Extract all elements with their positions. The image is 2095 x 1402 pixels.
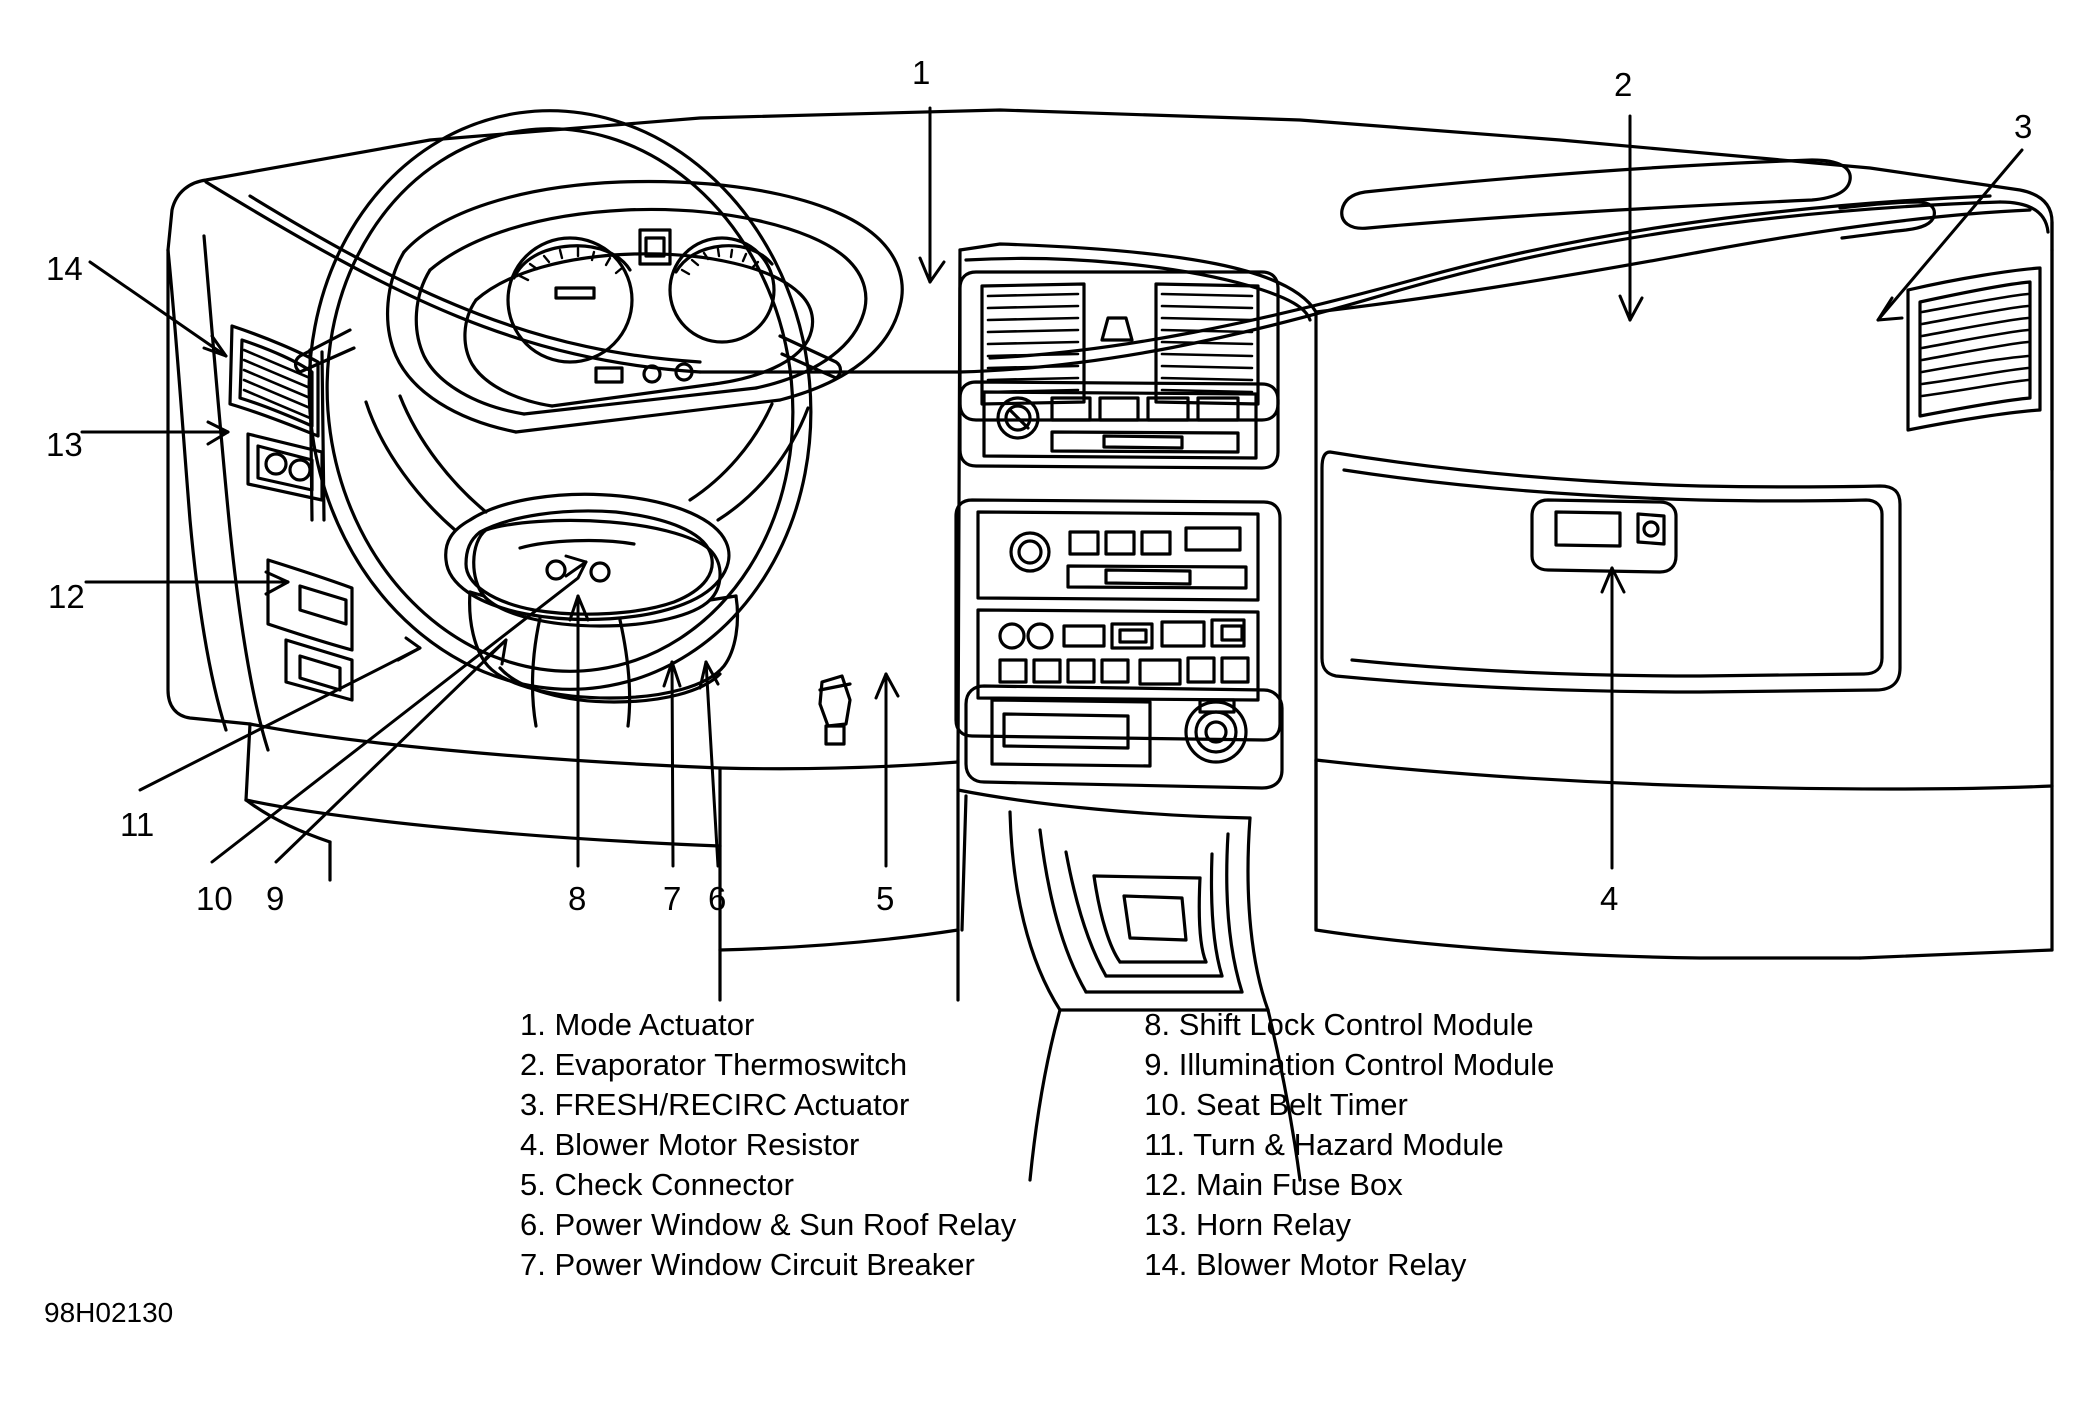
legend-column-left [520, 1005, 1016, 1285]
callout-number-11: 11 [120, 806, 155, 843]
legend-item: 9. Illumination Control Module [1144, 1047, 1555, 1082]
legend-item: 3. FRESH/RECIRC Actuator [520, 1087, 910, 1122]
callout-number-4: 4 [1600, 880, 1619, 917]
legend-item: 11. Turn & Hazard Module [1144, 1127, 1504, 1162]
legend-item: 5. Check Connector [520, 1167, 794, 1202]
callout-number-9: 9 [266, 880, 285, 917]
component-legend [520, 1005, 1720, 1285]
callout-number-5: 5 [876, 880, 895, 917]
callout-number-1: 1 [912, 54, 931, 91]
legend-item: 7. Power Window Circuit Breaker [520, 1247, 975, 1282]
figure-code: 98H02130 [44, 1297, 174, 1328]
callout-number-10: 10 [196, 880, 233, 917]
legend-item: 2. Evaporator Thermoswitch [520, 1047, 908, 1082]
callout-number-2: 2 [1614, 66, 1633, 103]
legend-item: 4. Blower Motor Resistor [520, 1127, 860, 1162]
legend-item: 10. Seat Belt Timer [1144, 1087, 1408, 1122]
legend-item: 6. Power Window & Sun Roof Relay [520, 1207, 1017, 1242]
callout-number-7: 7 [663, 880, 682, 917]
legend-item: 1. Mode Actuator [520, 1007, 755, 1042]
callout-number-3: 3 [2014, 108, 2033, 145]
callout-number-14: 14 [46, 250, 83, 287]
legend-column-right [1144, 1005, 1554, 1285]
legend-item: 12. Main Fuse Box [1144, 1167, 1403, 1202]
callout-number-8: 8 [568, 880, 587, 917]
legend-item: 14. Blower Motor Relay [1144, 1247, 1467, 1282]
callout-number-12: 12 [48, 578, 85, 615]
legend-item: 13. Horn Relay [1144, 1207, 1352, 1242]
callout-number-13: 13 [46, 426, 83, 463]
legend-item: 8. Shift Lock Control Module [1144, 1007, 1534, 1042]
callout-number-6: 6 [708, 880, 727, 917]
